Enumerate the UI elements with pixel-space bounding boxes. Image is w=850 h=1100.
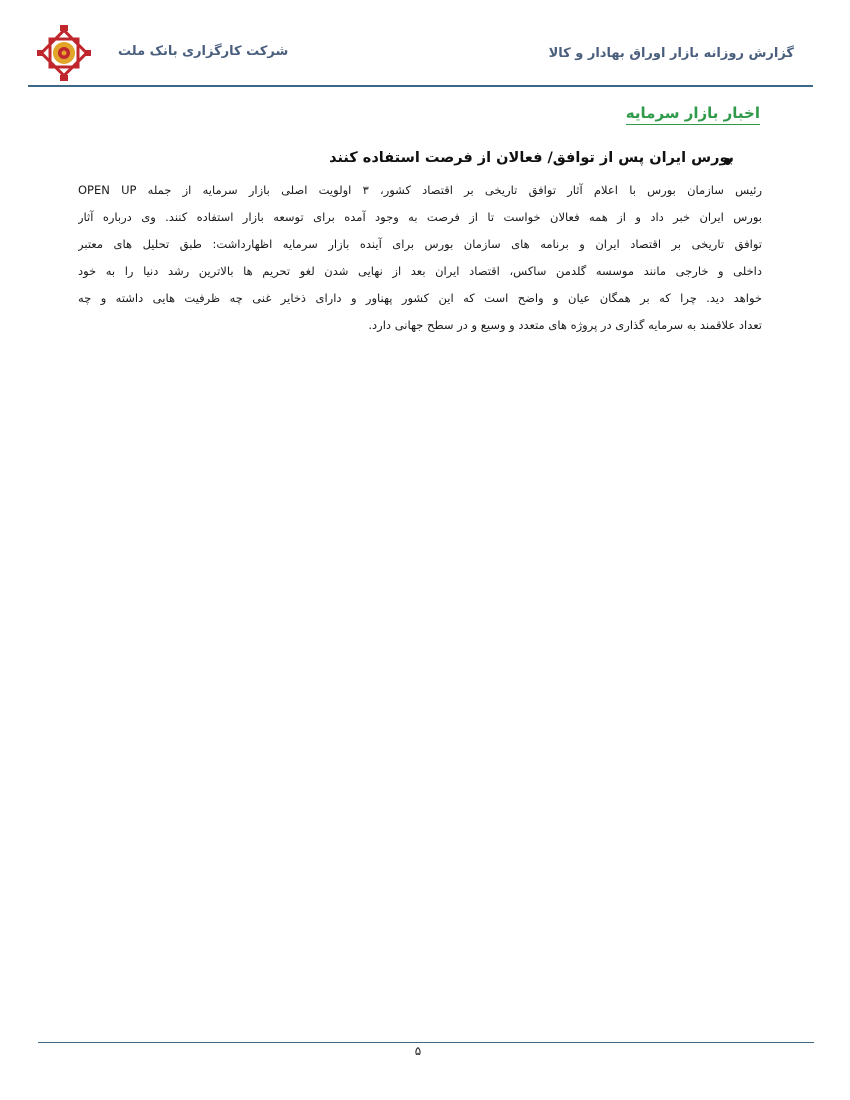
bank-mellat-logo-icon	[36, 24, 92, 82]
body-line: بورس ایران خبر داد و از همه فعالان خواست تا از فرصت به وجود آمده برای توسعه بازار استفاده کنند. وی درباره آثار	[78, 210, 762, 224]
page-number: ۵	[414, 1044, 422, 1058]
header-divider	[28, 85, 813, 87]
news-body	[78, 177, 762, 339]
news-headline: بورس ایران پس از توافق/ فعالان از فرصت استفاده کنند	[329, 150, 734, 166]
body-line: تعداد علاقمند به سرمایه گذاری در پروژه های متعدد و وسیع و در سطح جهانی دارد.	[368, 318, 762, 332]
section-title: اخبار بازار سرمایه	[626, 104, 760, 125]
report-title: گزارش روزانه بازار اوراق بهادار و کالا	[548, 46, 794, 61]
footer-divider	[38, 1042, 814, 1043]
body-line: خواهد دید. چرا که بر همگان عیان و واضح است که این کشور پهناور و دارای ذخایر غنی چه ظرفیت هایی داشته و چه	[78, 291, 762, 305]
body-line: رئیس سازمان بورس با اعلام آثار توافق تاریخی بر اقتصاد کشور، ۳ اولویت اصلی بازار سرمایه از جمله OPEN UP	[78, 183, 762, 197]
body-line: توافق تاریخی بر اقتصاد ایران و برنامه های سازمان بورس برای آینده بازار سرمایه اظهارداشت: طبق تحلیل های معتبر	[78, 237, 762, 251]
company-name: شرکت کارگزاری بانک ملت	[118, 44, 289, 59]
body-line: داخلی و خارجی مانند موسسه گلدمن ساکس، اقتصاد ایران بعد از نهایی شدن لغو تحریم ها بالاترین رشد دنیا را به خود	[78, 264, 762, 278]
